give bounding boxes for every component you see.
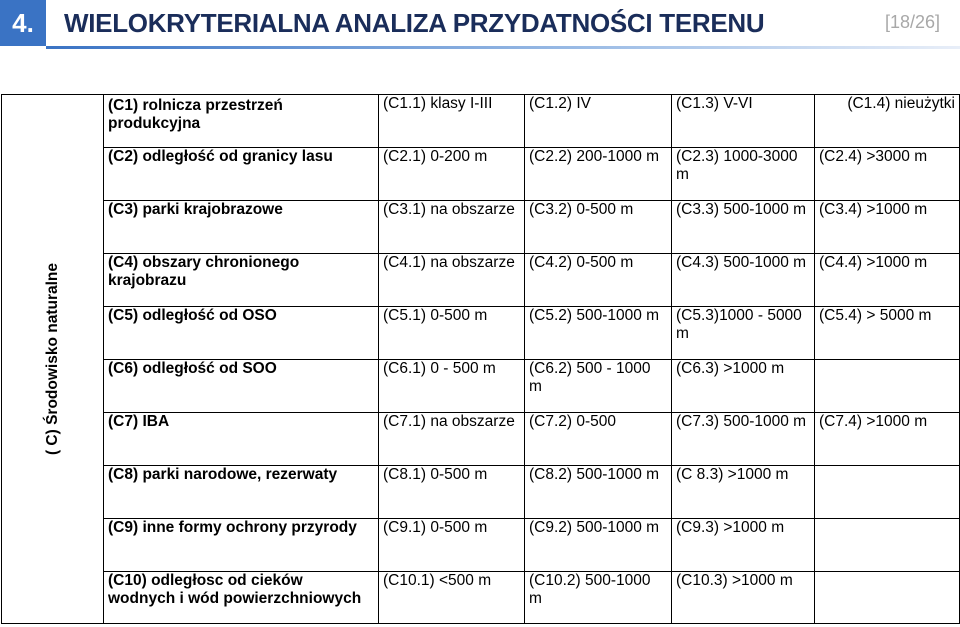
option-cell: (C6.2) 500 - 1000 m xyxy=(525,360,672,413)
section-number: 4. xyxy=(0,0,46,46)
criteria-table xyxy=(1,94,960,624)
table-row xyxy=(2,254,960,307)
option-cell: (C7.4) >1000 m xyxy=(815,413,960,466)
option-cell: (C7.1) na obszarze xyxy=(379,413,525,466)
criterion-cell: (C8) parki narodowe, rezerwaty xyxy=(104,466,379,519)
option-cell: (C 8.3) >1000 m xyxy=(672,466,815,519)
option-cell: (C4.3) 500-1000 m xyxy=(672,254,815,307)
table-row xyxy=(2,148,960,201)
criterion-cell: (C10) odległosc od cieków wodnych i wód powierzchniowych xyxy=(104,572,379,624)
criterion-cell: (C1) rolnicza przestrzeń produkcyjna xyxy=(104,95,379,148)
option-cell: (C6.3) >1000 m xyxy=(672,360,815,413)
option-cell: (C8.1) 0-500 m xyxy=(379,466,525,519)
option-cell: (C5.3)1000 - 5000 m xyxy=(672,307,815,360)
option-cell: (C8.2) 500-1000 m xyxy=(525,466,672,519)
table-row xyxy=(2,360,960,413)
option-cell: (C2.4) >3000 m xyxy=(815,148,960,201)
option-cell: (C1.2) IV xyxy=(525,95,672,148)
criterion-cell: (C9) inne formy ochrony przyrody xyxy=(104,519,379,572)
criterion-cell: (C5) odległość od OSO xyxy=(104,307,379,360)
option-cell: (C1.1) klasy I-III xyxy=(379,95,525,148)
criterion-cell: (C4) obszary chronionego krajobrazu xyxy=(104,254,379,307)
criterion-cell: (C3) parki krajobrazowe xyxy=(104,201,379,254)
header-divider xyxy=(46,46,960,49)
table-row xyxy=(2,519,960,572)
option-cell: (C4.2) 0-500 m xyxy=(525,254,672,307)
table-row xyxy=(2,413,960,466)
option-cell: (C9.1) 0-500 m xyxy=(379,519,525,572)
table-row xyxy=(2,307,960,360)
option-cell xyxy=(815,360,960,413)
table-row xyxy=(2,466,960,519)
slide-title: WIELOKRYTERIALNA ANALIZA PRZYDATNOŚCI TERENU xyxy=(64,8,765,38)
slide-header xyxy=(0,0,960,46)
criterion-cell: (C2) odległość od granicy lasu xyxy=(104,148,379,201)
option-cell: (C9.2) 500-1000 m xyxy=(525,519,672,572)
table-row xyxy=(2,95,960,148)
option-cell xyxy=(815,466,960,519)
option-cell: (C5.1) 0-500 m xyxy=(379,307,525,360)
option-cell: (C1.3) V-VI xyxy=(672,95,815,148)
option-cell: (C10.3) >1000 m xyxy=(672,572,815,624)
option-cell: (C10.1) <500 m xyxy=(379,572,525,624)
option-cell xyxy=(815,572,960,624)
criterion-cell: (C6) odległość od SOO xyxy=(104,360,379,413)
option-cell: (C3.4) >1000 m xyxy=(815,201,960,254)
option-cell: (C7.2) 0-500 xyxy=(525,413,672,466)
option-cell: (C4.1) na obszarze xyxy=(379,254,525,307)
option-cell: (C5.2) 500-1000 m xyxy=(525,307,672,360)
option-cell: (C3.2) 0-500 m xyxy=(525,201,672,254)
option-cell: (C3.3) 500-1000 m xyxy=(672,201,815,254)
side-category-cell xyxy=(2,95,104,624)
page-number: [18/26] xyxy=(884,12,940,32)
option-cell: (C10.2) 500-1000 m xyxy=(525,572,672,624)
option-cell: (C7.3) 500-1000 m xyxy=(672,413,815,466)
option-cell: (C5.4) > 5000 m xyxy=(815,307,960,360)
side-category-label: ( C) Środowisko naturalne xyxy=(43,262,61,456)
table-row xyxy=(2,201,960,254)
option-cell: (C4.4) >1000 m xyxy=(815,254,960,307)
option-cell: (C9.3) >1000 m xyxy=(672,519,815,572)
option-cell xyxy=(815,519,960,572)
option-cell: (C2.2) 200-1000 m xyxy=(525,148,672,201)
option-cell: (C2.1) 0-200 m xyxy=(379,148,525,201)
criterion-cell: (C7) IBA xyxy=(104,413,379,466)
table-row xyxy=(2,572,960,624)
option-cell: (C3.1) na obszarze xyxy=(379,201,525,254)
option-cell: (C6.1) 0 - 500 m xyxy=(379,360,525,413)
option-cell: (C2.3) 1000-3000 m xyxy=(672,148,815,201)
option-cell: (C1.4) nieużytki xyxy=(815,95,960,148)
